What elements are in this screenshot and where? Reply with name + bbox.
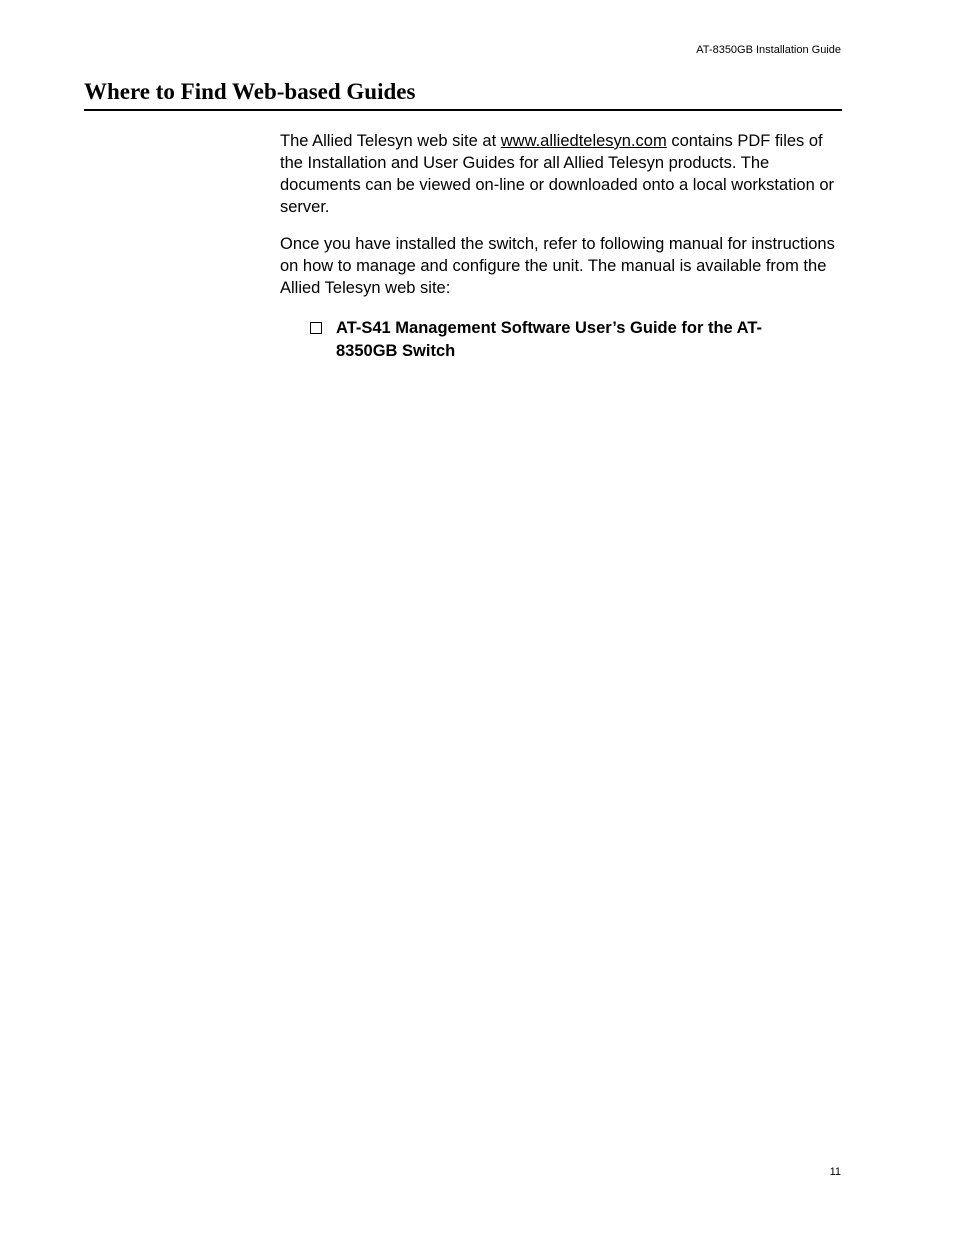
intro-text-after-link: contains PDF files of the Installation and User Guides for all Allied Telesyn products. The documents can be viewed on-line or downloaded onto a local workstation or server.	[280, 132, 834, 216]
section-title: Where to Find Web-based Guides	[84, 78, 842, 111]
manual-title: AT-S41 Management Software User’s Guide for the AT-8350GB Switch	[336, 319, 763, 360]
list-item	[310, 317, 780, 363]
page-number: 11	[829, 1166, 841, 1178]
checkbox-icon	[310, 322, 322, 334]
running-header: AT-8350GB Installation Guide	[696, 44, 841, 56]
intro-text-before-link: The Allied Telesyn web site at	[280, 132, 501, 150]
website-link[interactable]: www.alliedtelesyn.com	[500, 132, 667, 150]
instructions-paragraph: Once you have installed the switch, refer to following manual for instructions on how to manage and configure the unit. The manual is available from the Allied Telesyn web site:	[280, 235, 835, 297]
intro-paragraph	[280, 130, 842, 218]
